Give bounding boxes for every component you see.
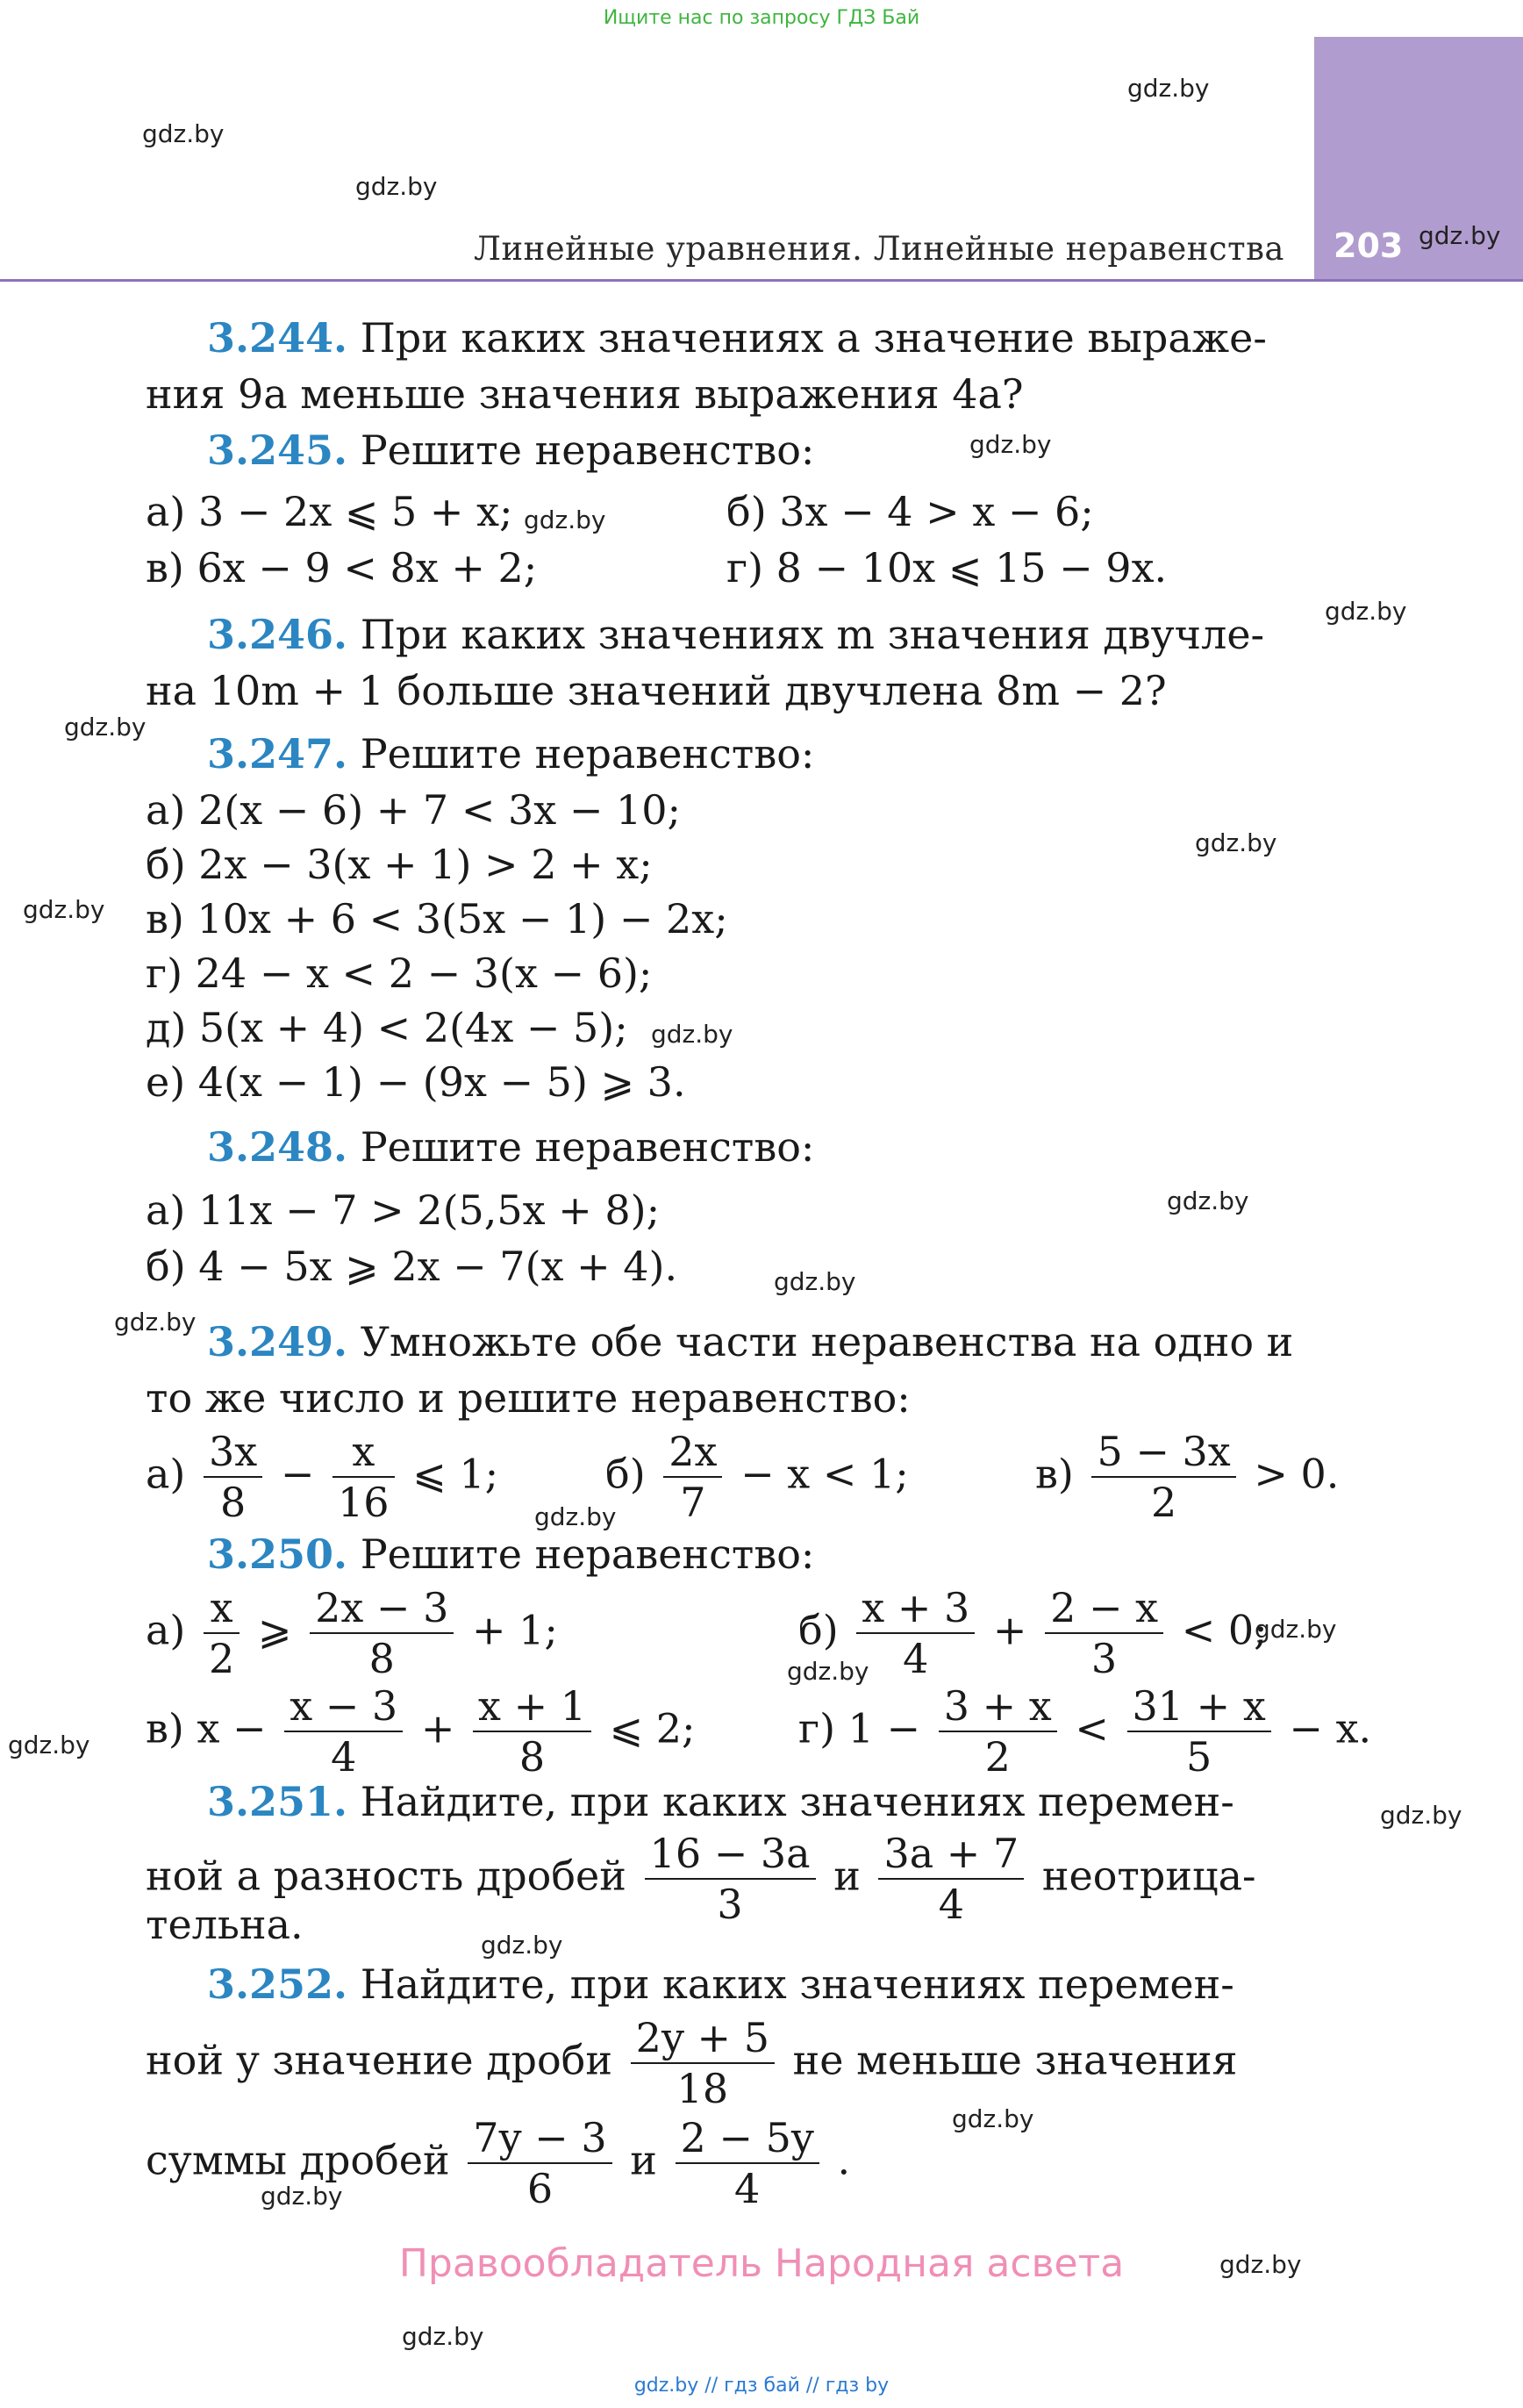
problem-text: то же число и решите неравенство:	[146, 1374, 911, 1422]
problem-item: г) 24 − x < 2 − 3(x − 6);	[146, 950, 653, 997]
problem-text: Решите неравенство:	[360, 730, 815, 778]
problem-item: б) 4 − 5x ⩾ 2x − 7(x + 4).	[146, 1243, 678, 1290]
watermark: gdz.by	[1219, 2250, 1302, 2279]
problem-number: 3.244.	[207, 314, 348, 362]
watermark: gdz.by	[651, 1020, 733, 1049]
problem-text: Решите неравенство:	[360, 426, 815, 474]
fraction: $\frac{2 - x}{3}$	[1045, 1587, 1163, 1681]
problem-text: Умножьте обе части неравенства на одно и	[360, 1318, 1294, 1365]
fraction: $\frac{31 + x}{5}$	[1127, 1685, 1271, 1779]
problem-3-245	[207, 426, 815, 474]
problem-item: д) 5(x + 4) < 2(4x − 5);	[146, 1004, 628, 1051]
watermark: gdz.by	[1380, 1801, 1462, 1830]
problem-item: б) 2x − 3(x + 1) > 2 + x;	[146, 841, 653, 888]
fraction: $\frac{2 - 5y}{4}$	[676, 2117, 819, 2211]
watermark: gdz.by	[23, 895, 105, 924]
problem-number: 3.250.	[207, 1530, 348, 1578]
problem-3-252	[207, 1960, 1234, 2008]
problem-item: б) $\frac{2x}{7}$ − x < 1;	[605, 1428, 909, 1527]
problem-item: в) 10x + 6 < 3(5x − 1) − 2x;	[146, 895, 728, 942]
watermark: gdz.by	[261, 2182, 343, 2211]
watermark: gdz.by	[1419, 221, 1501, 250]
fraction: $\frac{2y + 5}{18}$	[631, 2017, 775, 2111]
watermark: gdz.by	[1255, 1615, 1337, 1644]
problem-3-246	[207, 611, 1265, 658]
problem-text: тельна.	[146, 1901, 304, 1948]
problem-item: а) $\frac{x}{2}$ ⩾ $\frac{2x - 3}{8}$ + 1;	[146, 1584, 558, 1683]
problem-text: суммы дробей $\frac{7y - 3}{6}$ и $\frac{2 - 5y}{4}$ .	[146, 2114, 851, 2213]
problem-text: При каких значениях m значения двучле-	[360, 611, 1265, 658]
problem-item: а) 2(x − 6) + 7 < 3x − 10;	[146, 786, 682, 834]
fraction: $\frac{16 - 3a}{3}$	[645, 1832, 816, 1926]
problem-number: 3.249.	[207, 1318, 348, 1365]
problem-3-251	[207, 1778, 1234, 1825]
problem-text: ния 9a меньше значения выражения 4a?	[146, 370, 1024, 418]
watermark: gdz.by	[1127, 74, 1210, 103]
fraction: $\frac{2x}{7}$	[663, 1430, 722, 1524]
watermark: gdz.by	[402, 2322, 484, 2351]
running-head: Линейные уравнения. Линейные неравенства	[474, 230, 1284, 268]
problem-item: а) 3 − 2x ⩽ 5 + x;	[146, 488, 513, 535]
problem-number: 3.247.	[207, 730, 348, 778]
watermark: gdz.by	[787, 1657, 869, 1686]
fraction: $\frac{2x - 3}{8}$	[310, 1587, 454, 1681]
watermark: gdz.by	[952, 2104, 1034, 2133]
fraction: $\frac{5 - 3x}{2}$	[1091, 1430, 1235, 1524]
watermark: gdz.by	[355, 172, 438, 201]
problem-3-249	[207, 1318, 1294, 1365]
problem-3-248	[207, 1123, 815, 1171]
fraction: $\frac{3 + x}{2}$	[939, 1685, 1057, 1779]
bottom-links[interactable]: gdz.by // гдз бай // гдз by	[633, 2375, 890, 2397]
problem-item: в) x − $\frac{x - 3}{4}$ + $\frac{x + 1}{8}$ ⩽ 2;	[146, 1682, 696, 1781]
page-number: 203	[1334, 226, 1404, 265]
fraction: $\frac{3x}{8}$	[204, 1430, 262, 1524]
copyright-owner: Правообладатель Народная асвета	[398, 2241, 1125, 2286]
problem-text: ной y значение дроби $\frac{2y + 5}{18}$ не меньше значения	[146, 2014, 1238, 2113]
problem-text: Найдите, при каких значениях перемен-	[360, 1960, 1234, 2008]
problem-number: 3.248.	[207, 1123, 348, 1171]
problem-text: Решите неравенство:	[360, 1530, 815, 1578]
problem-item: г) 8 − 10x ⩽ 15 − 9x.	[726, 544, 1168, 591]
watermark: gdz.by	[1167, 1186, 1249, 1215]
fraction: $\frac{x}{2}$	[204, 1587, 240, 1681]
watermark: gdz.by	[481, 1931, 563, 1960]
problem-item: в) $\frac{5 - 3x}{2}$ > 0.	[1035, 1428, 1340, 1527]
problem-number: 3.252.	[207, 1960, 348, 2008]
fraction: $\frac{x}{16}$	[332, 1430, 395, 1524]
fraction: $\frac{3a + 7}{4}$	[878, 1832, 1024, 1926]
fraction: $\frac{x + 3}{4}$	[856, 1587, 975, 1681]
watermark: gdz.by	[8, 1731, 90, 1759]
problem-item: г) 1 − $\frac{3 + x}{2}$ < $\frac{31 + x}{5}$ − x.	[798, 1682, 1372, 1781]
problem-3-247	[207, 730, 815, 778]
problem-number: 3.245.	[207, 426, 348, 474]
problem-text: Найдите, при каких значениях перемен-	[360, 1778, 1234, 1825]
watermark: gdz.by	[524, 505, 606, 534]
watermark: gdz.by	[969, 430, 1052, 459]
watermark: gdz.by	[534, 1502, 617, 1531]
watermark: gdz.by	[114, 1308, 197, 1337]
problem-3-244	[207, 314, 1267, 362]
problem-text: на 10m + 1 больше значений двучлена 8m − 2?	[146, 667, 1167, 714]
fraction: $\frac{7y - 3}{6}$	[468, 2117, 611, 2211]
problem-item: б) 3x − 4 > x − 6;	[726, 488, 1094, 535]
watermark: gdz.by	[64, 713, 147, 742]
fraction: $\frac{x - 3}{4}$	[284, 1685, 403, 1779]
problem-number: 3.246.	[207, 611, 348, 658]
problem-text: Решите неравенство:	[360, 1123, 815, 1171]
problem-text: ной a разность дробей $\frac{16 - 3a}{3}$ и $\frac{3a + 7}{4}$ неотрица-	[146, 1830, 1256, 1929]
header-rule	[0, 279, 1523, 282]
problem-text: При каких значениях a значение выраже-	[360, 314, 1267, 362]
problem-item: а) 11x − 7 > 2(5,5x + 8);	[146, 1186, 661, 1234]
problem-item: в) 6x − 9 < 8x + 2;	[146, 544, 538, 591]
search-banner[interactable]: Ищите нас по запросу ГДЗ Бай	[603, 7, 920, 29]
watermark: gdz.by	[1195, 828, 1277, 857]
watermark: gdz.by	[142, 119, 225, 148]
watermark: gdz.by	[1325, 597, 1407, 626]
problem-item: е) 4(x − 1) − (9x − 5) ⩾ 3.	[146, 1058, 686, 1106]
problem-number: 3.251.	[207, 1778, 348, 1825]
watermark: gdz.by	[774, 1267, 856, 1296]
problem-item: а) $\frac{3x}{8}$ − $\frac{x}{16}$ ⩽ 1;	[146, 1428, 499, 1527]
fraction: $\frac{x + 1}{8}$	[473, 1685, 591, 1779]
problem-3-250	[207, 1530, 815, 1578]
problem-item: б) $\frac{x + 3}{4}$ + $\frac{2 - x}{3}$ < 0;	[798, 1584, 1268, 1683]
